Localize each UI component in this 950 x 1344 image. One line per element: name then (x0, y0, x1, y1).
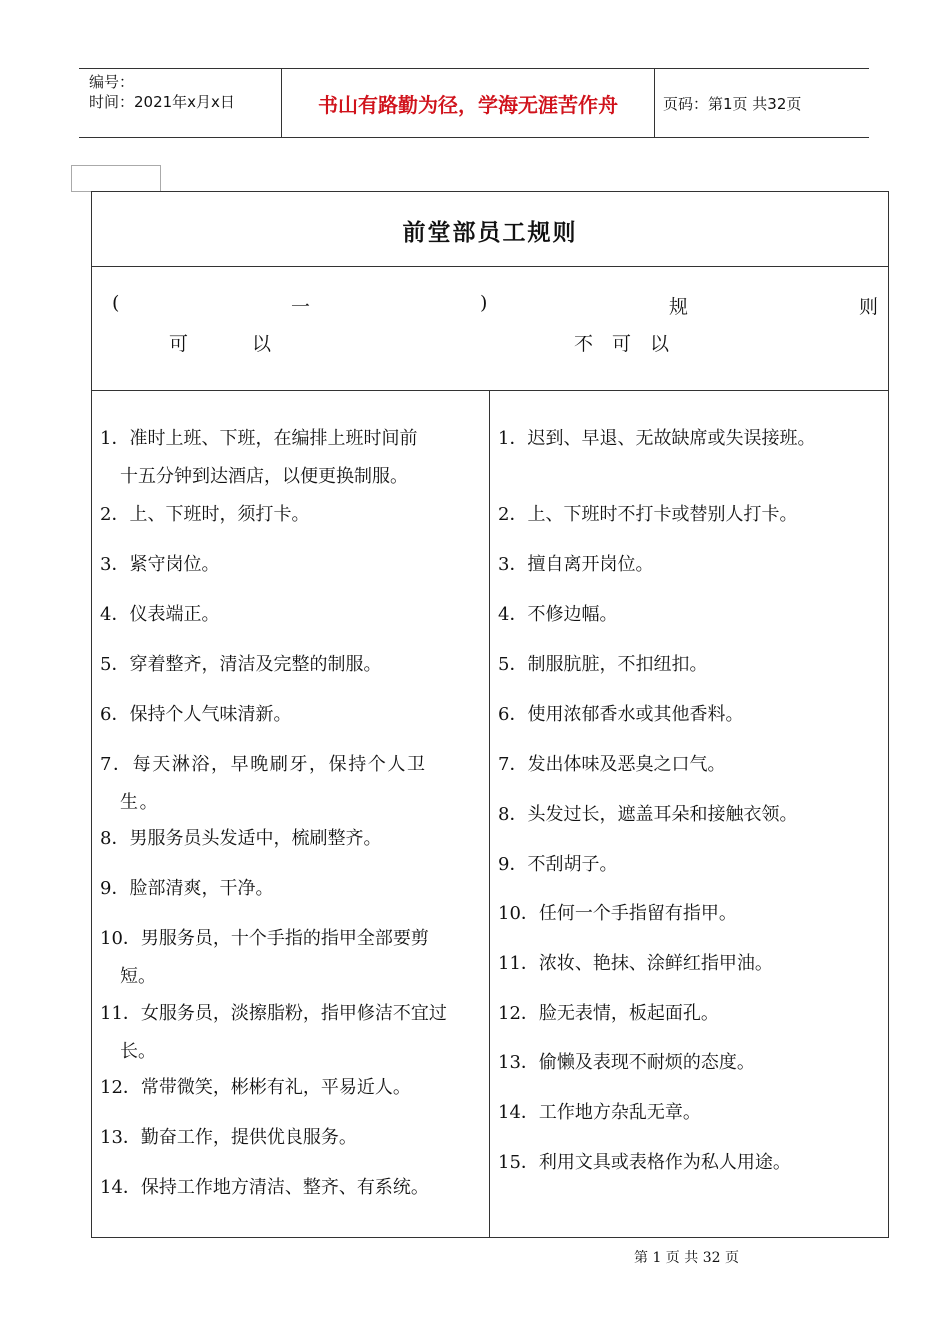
can-item: 10．男服务员，十个手指的指甲全部要剪 短。 (100, 928, 429, 987)
cannot-item: 1．迟到、早退、无故缺席或失误接班。 (498, 428, 816, 449)
can-label-ke: 可 (169, 333, 189, 355)
can-item: 12．常带微笑，彬彬有礼，平易近人。 (100, 1077, 411, 1098)
can-item: 6．保持个人气味清新。 (100, 704, 292, 725)
can-item: 13．勤奋工作，提供优良服务。 (100, 1127, 357, 1148)
motto: 书山有路勤为径，学海无涯苦作舟 (318, 93, 618, 117)
table-divider (92, 390, 888, 391)
can-item: 1．准时上班、下班，在编排上班时间前 十五分钟到达酒店，以便更换制服。 (100, 428, 418, 487)
page-footer: 第 1 页 共 32 页 (634, 1250, 739, 1266)
can-item: 2．上、下班时，须打卡。 (100, 504, 310, 525)
cannot-item: 13．偷懒及表现不耐烦的态度。 (498, 1052, 755, 1073)
document-title: 前堂部员工规则 (402, 219, 578, 246)
cannot-label: 不 可 以 (574, 333, 670, 355)
rule-char-gui: 规 (669, 296, 689, 318)
cannot-item: 10．任何一个手指留有指甲。 (498, 903, 737, 924)
can-item: 4．仪表端正。 (100, 604, 220, 625)
rule-open-paren: ( (112, 292, 120, 314)
blank-tab-box (71, 165, 161, 192)
cannot-item: 11．浓妆、艳抹、涂鲜红指甲油。 (498, 953, 773, 974)
cannot-item: 14．工作地方杂乱无章。 (498, 1102, 701, 1123)
cannot-item: 15．利用文具或表格作为私人用途。 (498, 1152, 791, 1173)
can-item: 5．穿着整齐，清洁及完整的制服。 (100, 654, 382, 675)
can-item: 11．女服务员，淡擦脂粉，指甲修洁不宜过 长。 (100, 1003, 447, 1062)
can-item: 3．紧守岗位。 (100, 554, 220, 575)
rule-close-paren: ) (480, 292, 488, 314)
can-item: 7．每天淋浴，早晚刷牙，保持个人卫 生。 (100, 754, 427, 813)
page-info: 页码：第1页 共32页 (663, 95, 802, 113)
document-header (79, 68, 869, 138)
header-meta (89, 72, 235, 112)
can-item: 8．男服务员头发适中，梳刷整齐。 (100, 828, 382, 849)
cannot-item: 2．上、下班时不打卡或替别人打卡。 (498, 504, 798, 525)
cannot-item: 12．脸无表情，板起面孔。 (498, 1003, 719, 1024)
cannot-item: 6．使用浓郁香水或其他香料。 (498, 704, 744, 725)
number-label: 编号： (89, 73, 135, 91)
rules-table (91, 191, 889, 1238)
cannot-item: 9．不刮胡子。 (498, 854, 618, 875)
table-divider (92, 266, 888, 267)
rule-number: 一 (291, 296, 311, 318)
cannot-item: 4．不修边幅。 (498, 604, 618, 625)
cannot-item: 7．发出体味及恶臭之口气。 (498, 754, 726, 775)
can-item: 9．脸部清爽，干净。 (100, 878, 274, 899)
can-label-yi: 以 (252, 333, 272, 355)
time-label: 时间：2021年x月x日 (89, 93, 235, 111)
cannot-item: 5．制服肮脏，不扣纽扣。 (498, 654, 708, 675)
rule-char-ze: 则 (859, 296, 879, 318)
column-divider (489, 390, 490, 1237)
header-divider (654, 69, 655, 137)
can-item: 14．保持工作地方清洁、整齐、有系统。 (100, 1177, 429, 1198)
cannot-item: 8．头发过长，遮盖耳朵和接触衣领。 (498, 804, 798, 825)
cannot-item: 3．擅自离开岗位。 (498, 554, 654, 575)
